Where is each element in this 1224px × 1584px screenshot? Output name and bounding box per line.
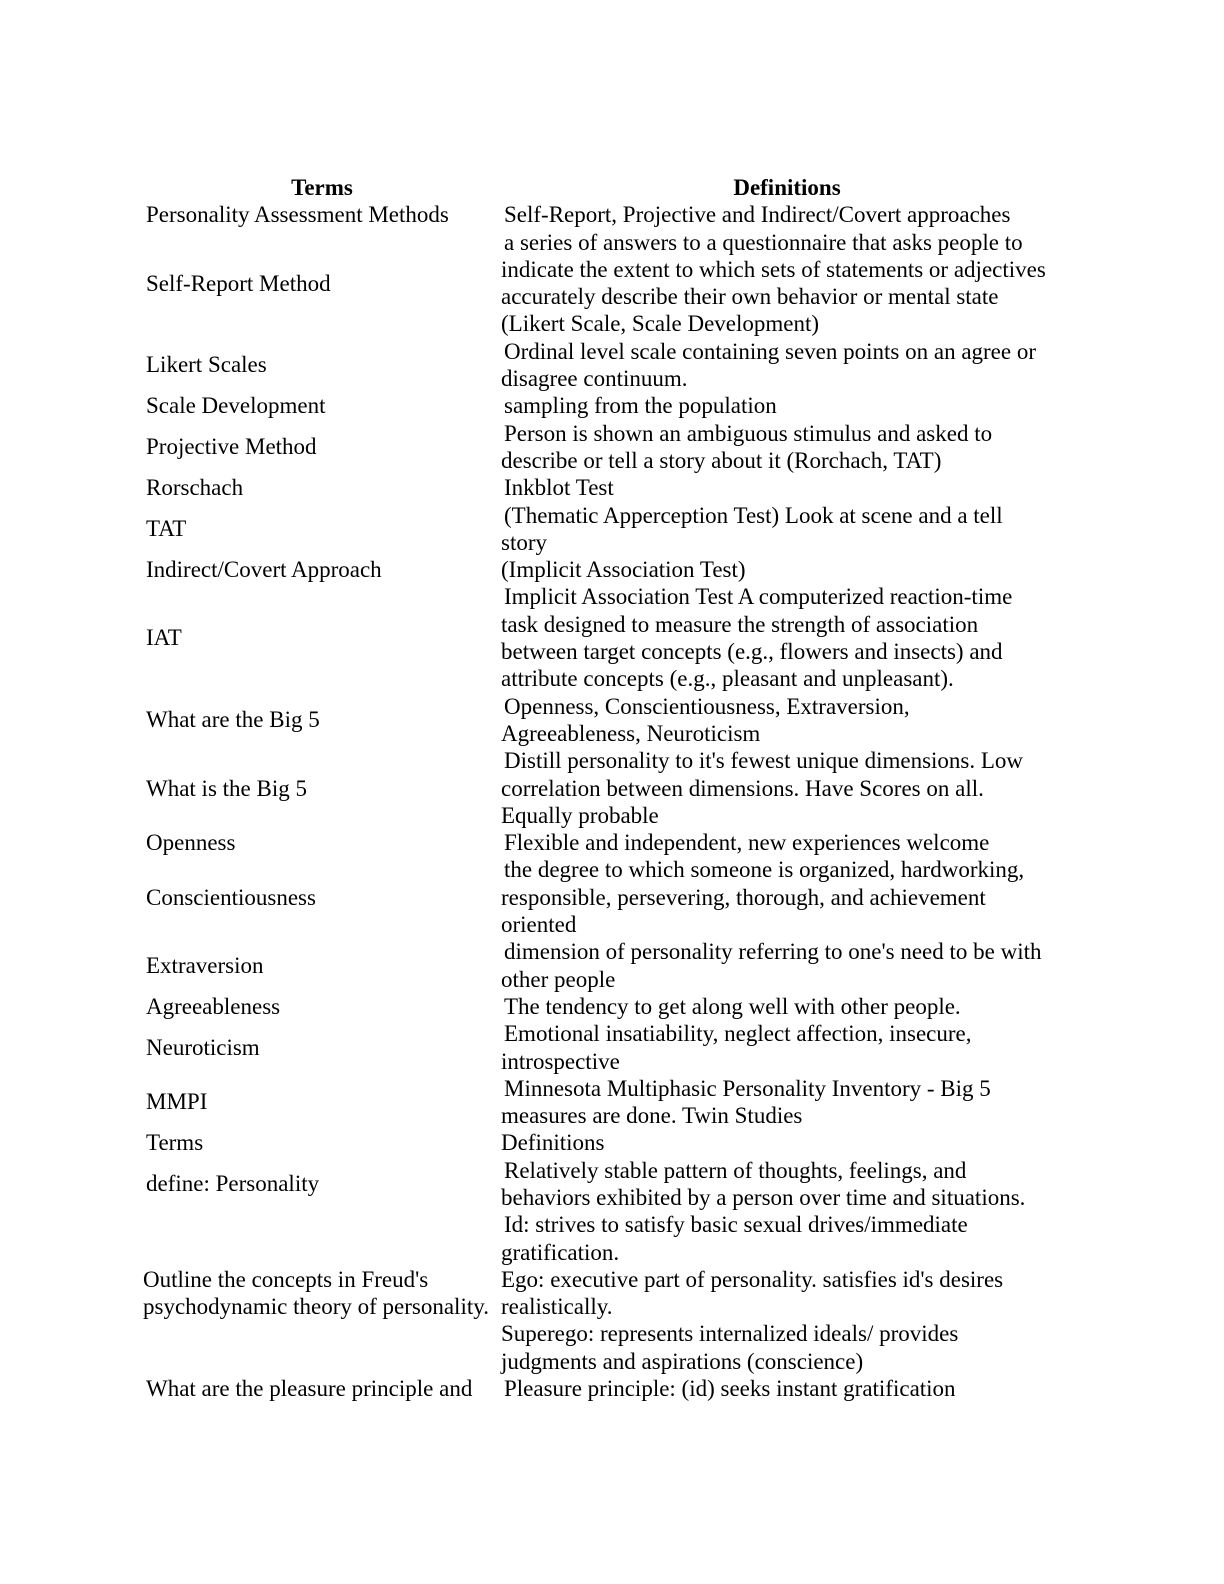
definition-cell	[501, 856, 1073, 938]
term-cell: Agreeableness	[146, 993, 281, 1019]
definition-line: Agreeableness, Neuroticism	[501, 720, 761, 746]
term-cell: Terms	[146, 1130, 204, 1156]
definition-line: other people	[501, 966, 616, 992]
term-cell: Conscientiousness	[146, 884, 316, 910]
definition-line: oriented	[501, 912, 577, 938]
definition-line: disagree continuum.	[501, 366, 688, 392]
definition-line: indicate the extent to which sets of statements or adjectives	[501, 256, 1046, 282]
term-cell: Self-Report Method	[146, 270, 331, 296]
definition-cell	[501, 502, 1073, 557]
definition-cell	[501, 1020, 1073, 1075]
definition-line: Distill personality to it's fewest unique dimensions. Low	[504, 748, 1024, 774]
term-cell: Scale Development	[146, 393, 326, 419]
term-cell: Neuroticism	[146, 1034, 260, 1060]
definition-line: Ordinal level scale containing seven points on an agree or	[504, 338, 1037, 364]
definition-line: (Thematic Apperception Test) Look at scene and a tell	[504, 502, 1003, 528]
definition-line: judgments and aspirations (conscience)	[501, 1348, 864, 1374]
table-row	[143, 856, 1073, 938]
definition-line: between target concepts (e.g., flowers and insects) and	[501, 639, 1003, 665]
definition-cell	[501, 474, 1073, 501]
table-row	[143, 556, 1073, 583]
definition-cell	[501, 1157, 1073, 1212]
definition-cell	[501, 1211, 1073, 1375]
definition-cell	[501, 993, 1073, 1020]
table-row	[143, 693, 1073, 748]
definition-line: Inkblot Test	[504, 475, 614, 501]
definition-cell	[501, 1375, 1073, 1402]
definition-cell	[501, 747, 1073, 829]
table-row	[143, 1375, 1073, 1402]
term-cell: define: Personality	[146, 1171, 320, 1197]
term-cell: Extraversion	[146, 952, 264, 978]
definition-line: story	[501, 529, 547, 555]
definition-cell	[501, 392, 1073, 419]
definition-line: realistically.	[501, 1294, 613, 1320]
table-row	[143, 1211, 1073, 1375]
definition-line: The tendency to get along well with other people.	[504, 993, 961, 1019]
definition-line: Person is shown an ambiguous stimulus and asked to	[504, 420, 993, 446]
table-row	[143, 392, 1073, 419]
term-cell: Personality Assessment Methods	[146, 202, 449, 228]
term-cell: Rorschach	[146, 475, 244, 501]
term-cell: What are the Big 5	[146, 707, 320, 733]
definition-line: Ego: executive part of personality. satisfies id's desires	[501, 1266, 1004, 1292]
definition-line: Superego: represents internalized ideals/ provides	[501, 1321, 959, 1347]
definition-line: Openness, Conscientiousness, Extraversion,	[504, 693, 910, 719]
definition-cell	[501, 938, 1073, 993]
definition-line: (Likert Scale, Scale Development)	[501, 311, 820, 337]
definition-cell	[501, 693, 1073, 748]
definition-line: describe or tell a story about it (Rorchach, TAT)	[501, 447, 942, 473]
table-row	[143, 229, 1073, 338]
term-cell: MMPI	[146, 1089, 208, 1115]
definition-line: (Implicit Association Test)	[501, 557, 746, 583]
definition-line: the degree to which someone is organized, hardworking,	[504, 857, 1025, 883]
term-cell: Indirect/Covert Approach	[146, 557, 382, 583]
definition-cell	[501, 829, 1073, 856]
term-cell: Projective Method	[146, 434, 317, 460]
definition-line: Id: strives to satisfy basic sexual drives/immediate	[504, 1212, 968, 1238]
term-cell: Openness	[146, 830, 236, 856]
table-row	[143, 502, 1073, 557]
table-row	[143, 747, 1073, 829]
definition-line: Equally probable	[501, 802, 659, 828]
definition-line: accurately describe their own behavior or mental state	[501, 284, 999, 310]
term-cell: Outline the concepts in Freud's psychodynamic theory of personality.	[143, 1266, 489, 1320]
definition-line: Emotional insatiability, neglect affection, insecure,	[504, 1021, 972, 1047]
definition-line: correlation between dimensions. Have Scores on all.	[501, 775, 984, 801]
term-cell: IAT	[146, 625, 182, 651]
table-row	[143, 1020, 1073, 1075]
definition-line: attribute concepts (e.g., pleasant and unpleasant).	[501, 666, 954, 692]
definition-line: sampling from the population	[504, 393, 777, 419]
table-subheader-row	[143, 1129, 1073, 1156]
definition-line: introspective	[501, 1048, 620, 1074]
definition-line: Implicit Association Test A computerized reaction-time	[504, 584, 1013, 610]
table-row	[143, 829, 1073, 856]
definition-line: dimension of personality referring to one's need to be with	[504, 939, 1042, 965]
definition-cell	[501, 201, 1073, 228]
definition-line: a series of answers to a questionnaire that asks people to	[504, 229, 1023, 255]
definition-line: Pleasure principle: (id) seeks instant gratification	[504, 1376, 956, 1402]
term-cell: TAT	[146, 516, 187, 542]
definition-line: Relatively stable pattern of thoughts, feelings, and	[504, 1157, 967, 1183]
term-cell: What are the pleasure principle and	[146, 1376, 473, 1402]
definition-line: Flexible and independent, new experiences welcome	[504, 830, 990, 856]
definition-line: behaviors exhibited by a person over time and situations.	[501, 1184, 1026, 1210]
definition-line: responsible, persevering, thorough, and achievement	[501, 884, 986, 910]
table-header-row	[143, 174, 1073, 201]
terms-column-header: Terms	[291, 175, 353, 200]
definition-cell	[501, 1075, 1073, 1130]
table-row	[143, 201, 1073, 228]
definition-cell	[501, 420, 1073, 475]
definition-line: measures are done. Twin Studies	[501, 1103, 803, 1129]
table-row	[143, 938, 1073, 993]
table-row	[143, 420, 1073, 475]
table-row	[143, 583, 1073, 692]
definition-cell	[501, 1129, 1073, 1156]
definition-cell	[501, 338, 1073, 393]
table-row	[143, 338, 1073, 393]
terms-definitions-table	[143, 174, 1073, 1402]
definition-cell	[501, 583, 1073, 692]
definition-cell	[501, 556, 1073, 583]
definition-line: Minnesota Multiphasic Personality Inventory - Big 5	[504, 1075, 991, 1101]
definition-line: gratification.	[501, 1239, 620, 1265]
table-row	[143, 1157, 1073, 1212]
table-row	[143, 993, 1073, 1020]
table-row	[143, 474, 1073, 501]
definition-cell	[501, 229, 1073, 338]
definition-line: Self-Report, Projective and Indirect/Covert approaches	[504, 202, 1011, 228]
definition-line: Definitions	[501, 1130, 605, 1156]
term-cell: Likert Scales	[146, 352, 267, 378]
table-row	[143, 1075, 1073, 1130]
term-cell: What is the Big 5	[146, 775, 307, 801]
definitions-column-header: Definitions	[733, 175, 841, 200]
definition-line: task designed to measure the strength of association	[501, 611, 979, 637]
